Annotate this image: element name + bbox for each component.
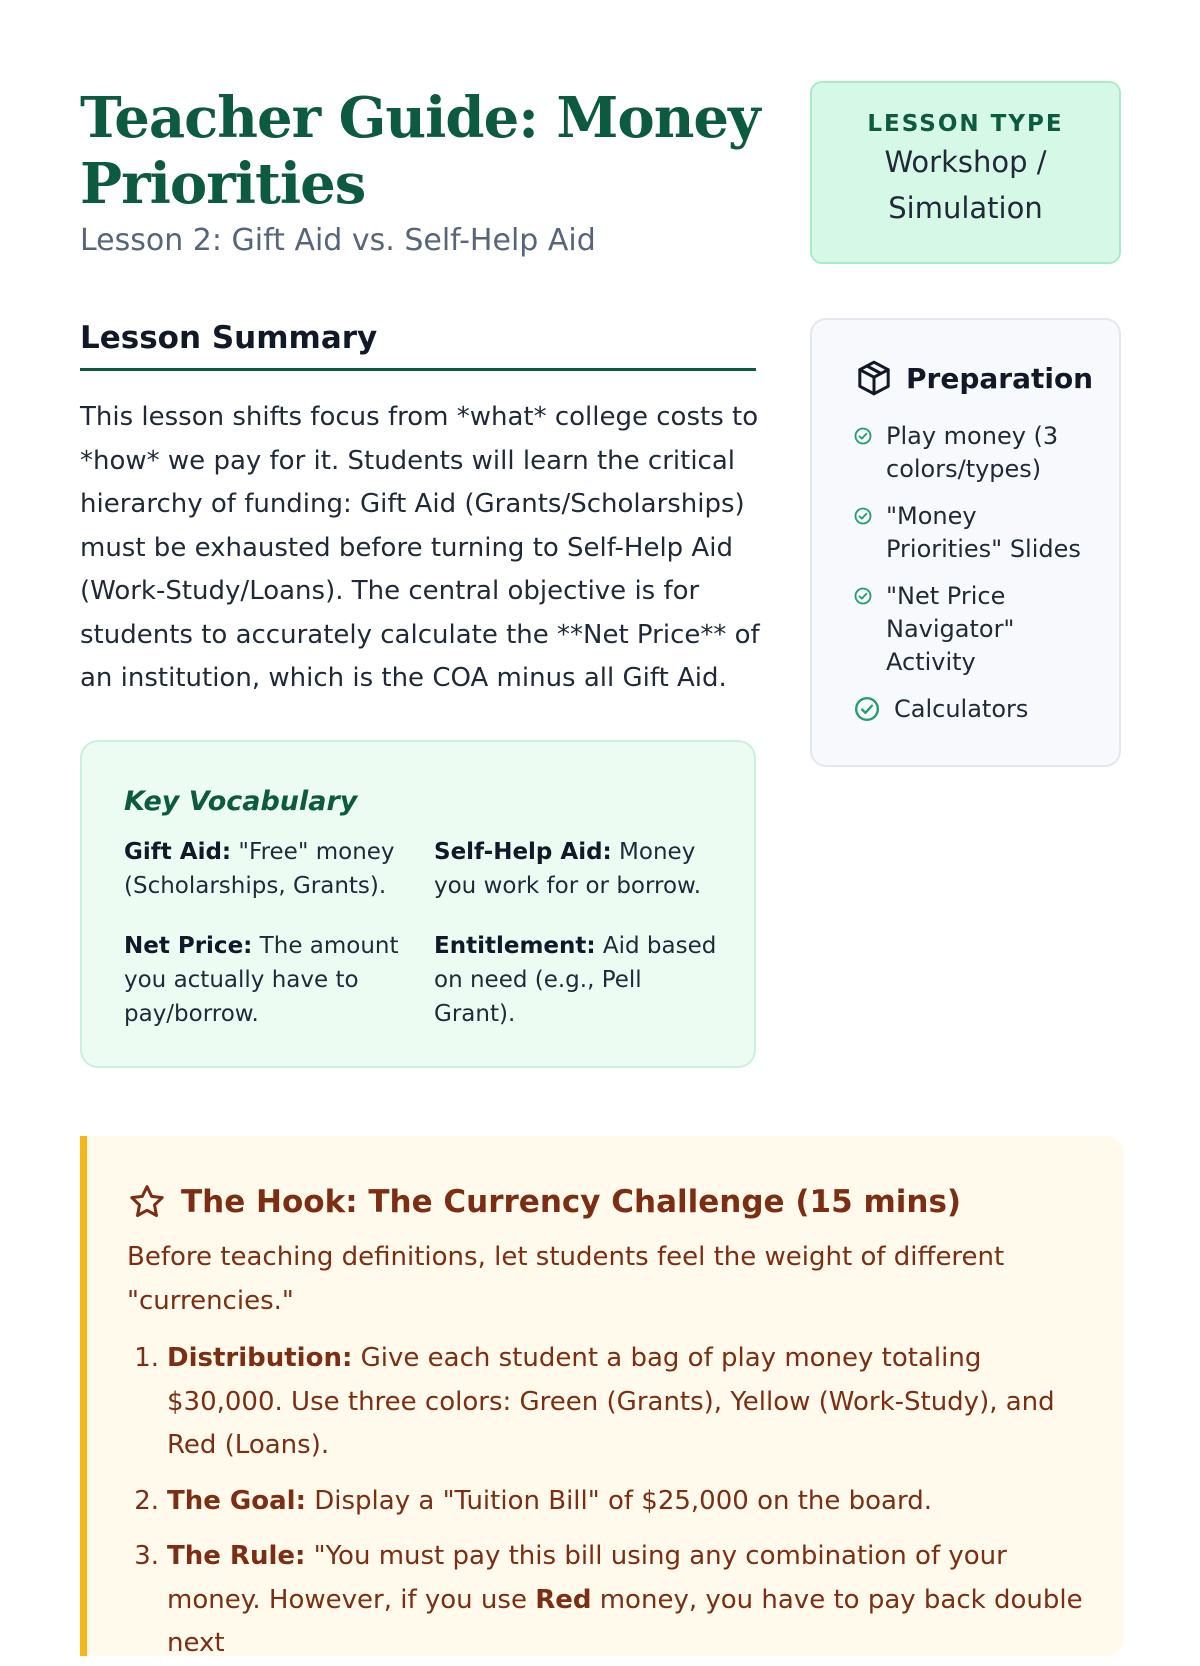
hook-step-text: money, you have to pay back double next xyxy=(167,1584,1083,1658)
hook-step xyxy=(127,1337,1084,1468)
package-icon xyxy=(854,358,894,398)
lesson-type-label: LESSON TYPE xyxy=(867,111,1064,137)
preparation-header xyxy=(854,358,1099,398)
vocabulary-grid xyxy=(124,835,717,1031)
hook-heading: The Hook: The Currency Challenge (15 mins) xyxy=(181,1184,962,1220)
hook-step-term: The Goal: xyxy=(167,1485,306,1516)
vocab-term: Entitlement: xyxy=(434,933,596,959)
vocab-item-net-price xyxy=(124,929,434,1031)
page-title: Teacher Guide: Money Priorities xyxy=(80,85,760,217)
star-icon xyxy=(127,1182,167,1222)
vocab-term: Gift Aid: xyxy=(124,839,232,865)
key-vocabulary-box xyxy=(80,740,756,1068)
page-header xyxy=(80,85,760,261)
check-circle-icon xyxy=(854,587,872,605)
vocab-item-self-help-aid xyxy=(434,835,724,903)
preparation-heading: Preparation xyxy=(906,361,1094,395)
check-circle-icon xyxy=(854,507,872,525)
preparation-item-label: "Money Priorities" Slides xyxy=(886,502,1081,563)
preparation-item xyxy=(854,580,1099,679)
hook-step-text: "You must pay this bill using any combination of your money. However, if you use xyxy=(167,1541,1007,1615)
hook-steps-list xyxy=(127,1337,1084,1666)
preparation-item xyxy=(854,420,1099,486)
vocab-definition: Money you work for or borrow. xyxy=(434,839,702,899)
hook-step-number: 2. xyxy=(134,1485,159,1516)
lesson-summary-text: This lesson shifts focus from *what* college costs to *how* we pay for it. Students will learn the critical hierarchy of funding: Gift Aid (Grants/Scholarships) must be exhausted before turning to Self-Help Aid (Work-Study/Loans). The central objective is for students to accurately calculate the **Net Price** of an institution, which is the COA minus all Gift Aid. xyxy=(80,402,760,693)
vocab-item-gift-aid xyxy=(124,835,434,903)
hook-intro: Before teaching definitions, let students feel the weight of different "currencies." xyxy=(127,1242,1005,1316)
vocab-definition: Aid based on need (e.g., Pell Grant). xyxy=(434,933,717,1027)
hook-step-text: Give each student a bag of play money totaling $30,000. Use three colors: Green (Grants), Yellow (Work-Study), and Red (Loans). xyxy=(167,1343,1055,1460)
hook-step xyxy=(127,1480,1084,1524)
vocab-definition: "Free" money (Scholarships, Grants). xyxy=(124,839,395,899)
hook-step-emphasis: Red xyxy=(535,1584,592,1615)
vocab-item-entitlement xyxy=(434,929,724,1031)
lesson-type-value: Workshop / Simulation xyxy=(884,145,1047,225)
preparation-item-label: Calculators xyxy=(894,695,1029,723)
vocab-term: Net Price: xyxy=(124,933,253,959)
preparation-item-label: Play money (3 colors/types) xyxy=(886,422,1059,483)
page-subtitle: Lesson 2: Gift Aid vs. Self-Help Aid xyxy=(80,223,596,258)
hook-step-text: Display a "Tuition Bill" of $25,000 on the board. xyxy=(306,1485,932,1516)
hook-step-term: Distribution: xyxy=(167,1343,353,1373)
hook-header xyxy=(127,1182,1084,1222)
preparation-item xyxy=(854,500,1099,566)
hook-step-number: 3. xyxy=(134,1541,159,1571)
preparation-item-label: "Net Price Navigator" Activity xyxy=(886,582,1015,676)
vocab-definition: The amount you actually have to pay/borrow. xyxy=(124,933,399,1027)
hook-step-body xyxy=(167,1535,1084,1666)
check-circle-icon xyxy=(854,696,880,722)
hook-step-body xyxy=(167,1480,932,1524)
preparation-list xyxy=(854,420,1099,726)
preparation-card xyxy=(810,318,1121,767)
lesson-type-card xyxy=(810,81,1121,264)
key-vocabulary-heading: Key Vocabulary xyxy=(124,786,358,817)
hook-step-body xyxy=(167,1337,1084,1468)
preparation-item xyxy=(854,693,1099,726)
check-circle-icon xyxy=(854,427,872,445)
lesson-summary-heading: Lesson Summary xyxy=(80,320,756,371)
hook-section xyxy=(80,1136,1124,1656)
vocab-term: Self-Help Aid: xyxy=(434,839,612,865)
hook-step-term: The Rule: xyxy=(167,1541,306,1571)
hook-step-number: 1. xyxy=(134,1343,159,1373)
hook-step xyxy=(127,1535,1084,1666)
